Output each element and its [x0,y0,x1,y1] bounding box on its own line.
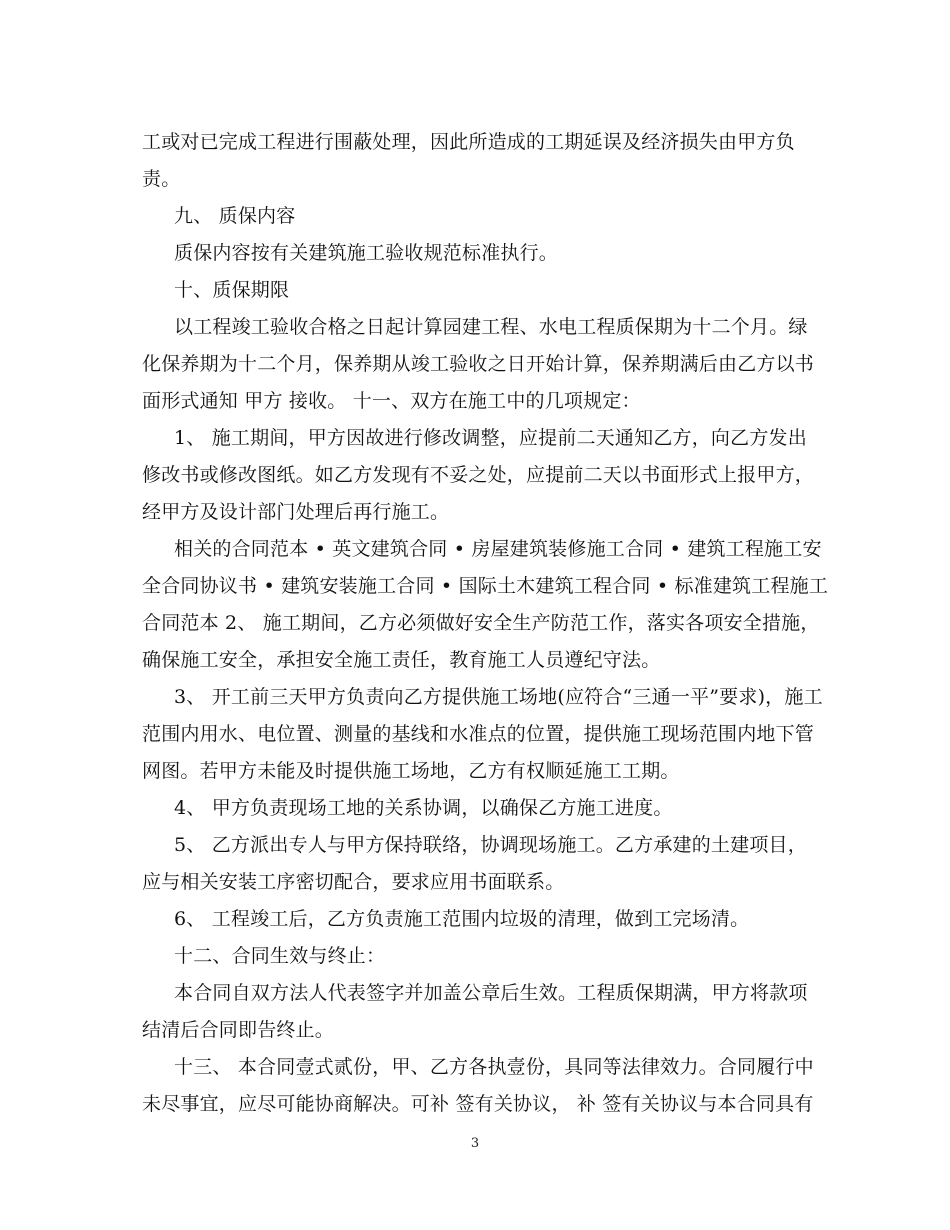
paragraph-line: 经甲方及设计部门处理后再行施工。 [142,501,450,523]
paragraph-line: 确保施工安全，承担安全施工责任，教育施工人员遵纪守法。 [142,649,661,671]
paragraph-line: 修改书或修改图纸。如乙方发现有不妥之处，应提前二天以书面形式上报甲方， [142,464,815,486]
page-number: 3 [470,1136,480,1151]
paragraph-line: 以工程竣工验收合格之日起计算园建工程、水电工程质保期为十二个月。绿 [174,316,808,338]
paragraph-line: 未尽事宜，应尽可能协商解决。可补 签有关协议， 补 签有关协议与本合同具有 [142,1093,814,1115]
paragraph-line: 合同范本 2、 施工期间，乙方必须做好安全生产防范工作，落实各项安全措施， [142,612,820,634]
paragraph-line: 责。 [142,168,181,190]
paragraph-line: 全合同协议书 • 建筑安装施工合同 • 国际土木建筑工程合同 • 标准建筑工程施工 [142,575,829,597]
section-heading: 十二、合同生效与终止： [174,945,386,967]
paragraph-line: 4、 甲方负责现场工地的关系协调，以确保乙方施工进度。 [174,797,673,819]
paragraph-line: 质保内容按有关建筑施工验收规范标准执行。 [174,242,559,264]
paragraph-line: 化保养期为十二个月，保养期从竣工验收之日开始计算，保养期满后由乙方以书 [142,353,815,375]
paragraph-line: 十三、 本合同壹式贰份，甲、乙方各执壹份，具同等法律效力。合同履行中 [174,1056,814,1078]
paragraph-line: 相关的合同范本 • 英文建筑合同 • 房屋建筑装修施工合同 • 建筑工程施工安 [174,538,822,560]
section-heading: 十、质保期限 [174,279,290,301]
paragraph-line: 网图。若甲方未能及时提供施工场地，乙方有权顺延施工工期。 [142,760,680,782]
paragraph-line: 5、 乙方派出专人与甲方保持联络，协调现场施工。乙方承建的土建项目， [174,834,807,856]
paragraph-line: 3、 开工前三天甲方负责向乙方提供施工场地(应符合“三通一平”要求)，施工 [174,686,823,708]
paragraph-line: 范围内用水、电位置、测量的基线和水准点的位置，提供施工现场范围内地下管 [142,723,815,745]
paragraph-line: 应与相关安装工序密切配合，要求应用书面联系。 [142,871,565,893]
paragraph-line: 面形式通知 甲方 接收。 十一、双方在施工中的几项规定： [142,390,641,412]
paragraph-line: 本合同自双方法人代表签字并加盖公章后生效。工程质保期满，甲方将款项 [174,982,808,1004]
section-heading: 九、 质保内容 [174,205,296,227]
paragraph-line: 1、 施工期间，甲方因故进行修改调整，应提前二天通知乙方，向乙方发出 [174,427,807,449]
paragraph-line: 结清后合同即告终止。 [142,1019,335,1041]
paragraph-line: 6、 工程竣工后，乙方负责施工范围内垃圾的清理，做到工完场清。 [174,908,750,930]
paragraph-line: 工或对已完成工程进行围蔽处理，因此所造成的工期延误及经济损失由甲方负 [142,131,795,153]
